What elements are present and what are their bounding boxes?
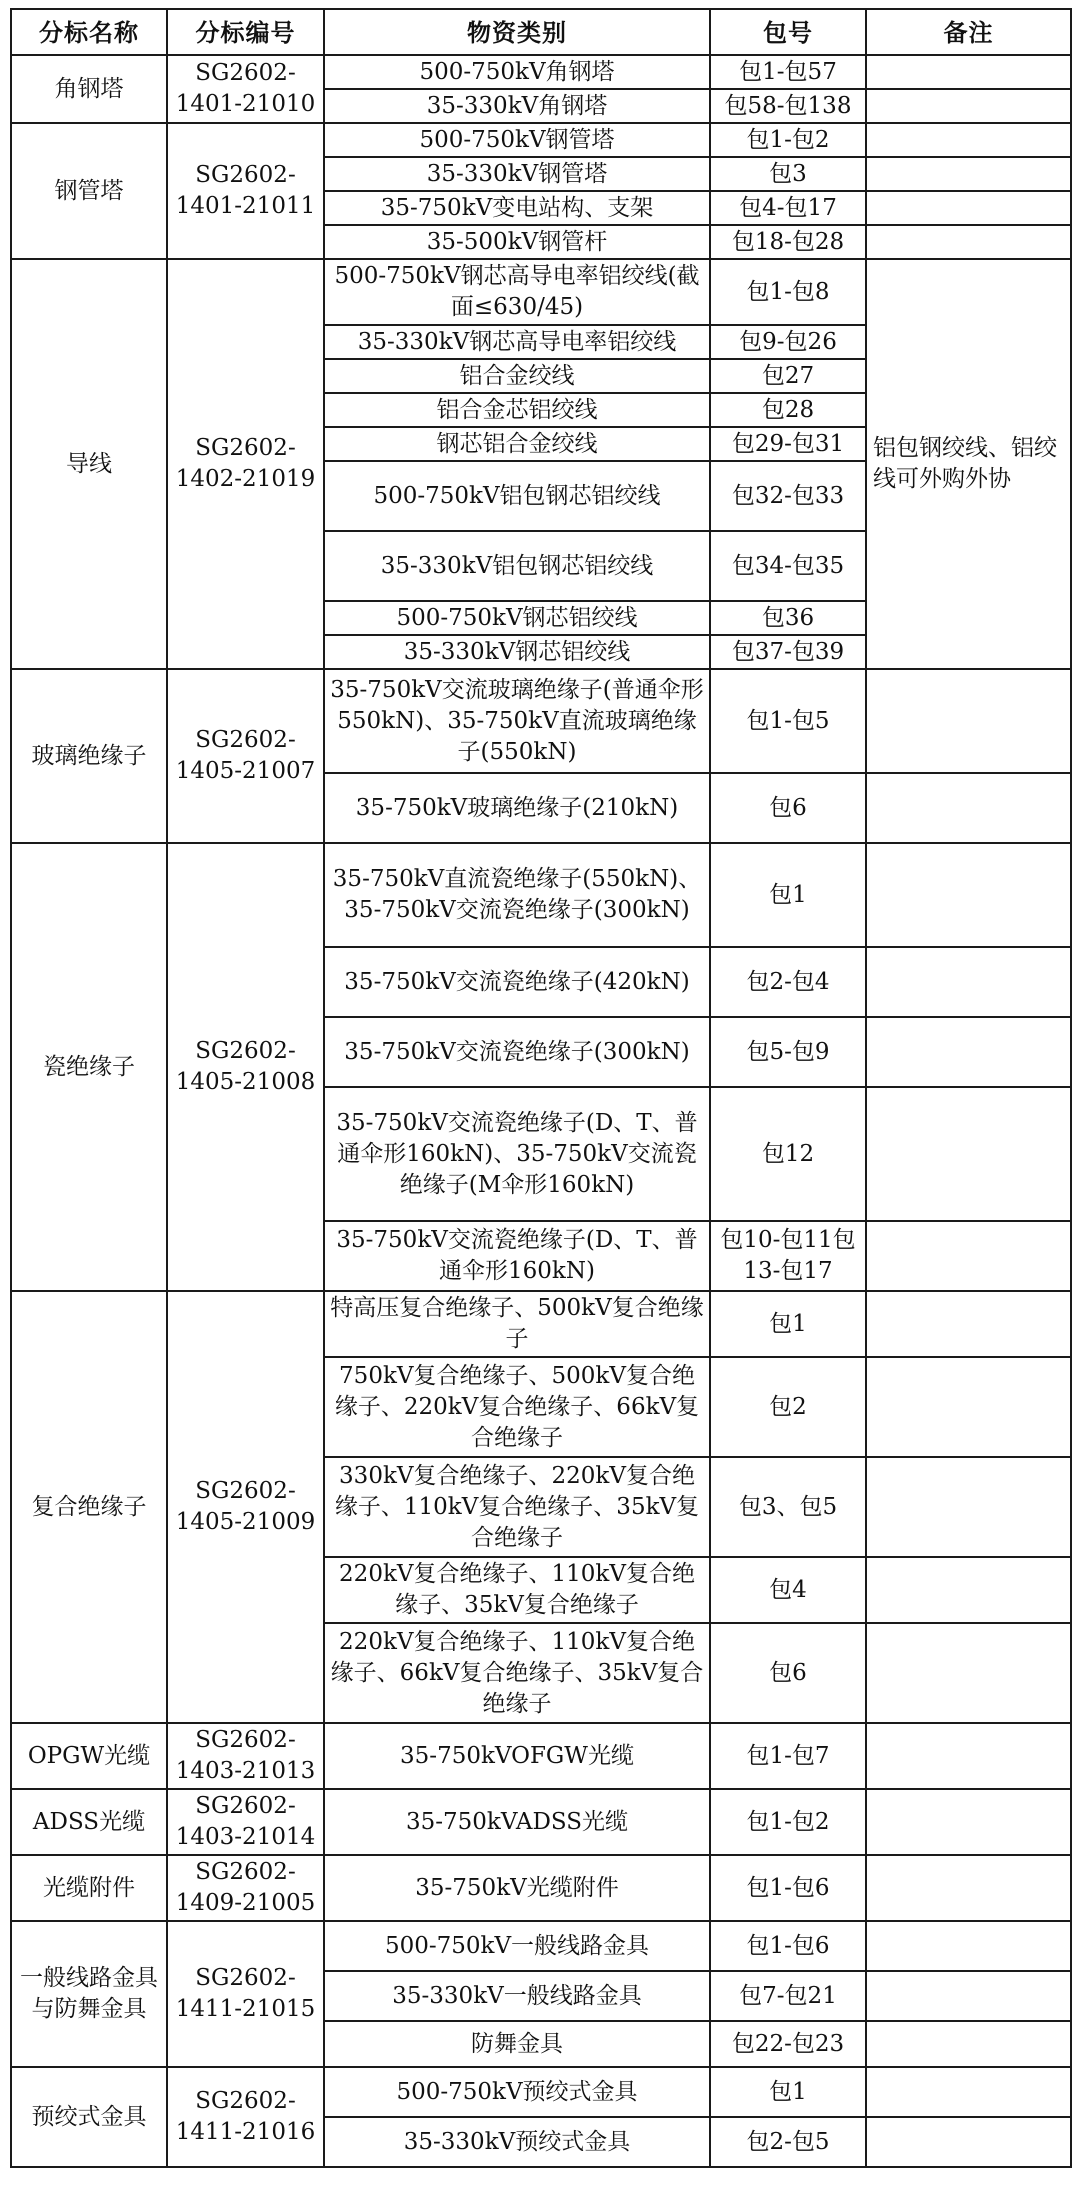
table-row xyxy=(11,1789,1071,1855)
package-cell: 包29-包31 xyxy=(710,427,866,461)
category-cell: 35-750kVOFGW光缆 xyxy=(324,1723,710,1789)
remarks-cell xyxy=(866,157,1071,191)
category-cell: 钢芯铝合金绞线 xyxy=(324,427,710,461)
category-cell: 35-750kVADSS光缆 xyxy=(324,1789,710,1855)
section-code-cell: SG2602- 1405-21008 xyxy=(167,843,324,1291)
remarks-cell xyxy=(866,89,1071,123)
package-cell: 包32-包33 xyxy=(710,461,866,531)
header-row xyxy=(11,9,1071,55)
remarks-cell xyxy=(866,1557,1071,1623)
section-name-cell: 一般线路金具与防舞金具 xyxy=(11,1921,167,2067)
remarks-cell xyxy=(866,1855,1071,1921)
table-wrapper xyxy=(10,8,1072,2168)
remarks-cell xyxy=(866,1723,1071,1789)
header-package: 包号 xyxy=(710,9,866,55)
header-remarks: 备注 xyxy=(866,9,1071,55)
category-cell: 35-330kV预绞式金具 xyxy=(324,2117,710,2167)
remarks-cell xyxy=(866,1971,1071,2021)
section-name-cell: 预绞式金具 xyxy=(11,2067,167,2167)
category-cell: 35-330kV钢管塔 xyxy=(324,157,710,191)
package-cell: 包1-包5 xyxy=(710,669,866,773)
table-row xyxy=(11,1921,1071,1971)
package-cell: 包1-包57 xyxy=(710,55,866,89)
package-cell: 包4 xyxy=(710,1557,866,1623)
package-cell: 包28 xyxy=(710,393,866,427)
category-cell: 35-750kV交流玻璃绝缘子(普通伞形550kN)、35-750kV直流玻璃绝缘子(550kN) xyxy=(324,669,710,773)
category-cell: 220kV复合绝缘子、110kV复合绝缘子、35kV复合绝缘子 xyxy=(324,1557,710,1623)
category-cell: 防舞金具 xyxy=(324,2021,710,2067)
category-cell: 35-750kV交流瓷绝缘子(420kN) xyxy=(324,947,710,1017)
remarks-cell xyxy=(866,773,1071,843)
package-cell: 包2-包4 xyxy=(710,947,866,1017)
package-cell: 包12 xyxy=(710,1087,866,1221)
section-name-cell: 导线 xyxy=(11,259,167,669)
remarks-cell xyxy=(866,123,1071,157)
package-cell: 包1-包2 xyxy=(710,1789,866,1855)
header-section-code: 分标编号 xyxy=(167,9,324,55)
section-code-cell: SG2602- 1409-21005 xyxy=(167,1855,324,1921)
category-cell: 铝合金芯铝绞线 xyxy=(324,393,710,427)
remarks-cell xyxy=(866,669,1071,773)
package-cell: 包9-包26 xyxy=(710,325,866,359)
remarks-cell xyxy=(866,1921,1071,1971)
table-row xyxy=(11,1723,1071,1789)
table-row xyxy=(11,1291,1071,1357)
category-cell: 220kV复合绝缘子、110kV复合绝缘子、66kV复合绝缘子、35kV复合绝缘子 xyxy=(324,1623,710,1723)
table-body xyxy=(11,55,1071,2167)
section-code-cell: SG2602- 1403-21014 xyxy=(167,1789,324,1855)
category-cell: 500-750kV角钢塔 xyxy=(324,55,710,89)
header-category: 物资类别 xyxy=(324,9,710,55)
package-cell: 包34-包35 xyxy=(710,531,866,601)
remarks-cell xyxy=(866,1623,1071,1723)
section-code-cell: SG2602- 1405-21009 xyxy=(167,1291,324,1723)
category-cell: 特高压复合绝缘子、500kV复合绝缘子 xyxy=(324,1291,710,1357)
section-code-cell: SG2602- 1405-21007 xyxy=(167,669,324,843)
section-code-cell: SG2602- 1411-21016 xyxy=(167,2067,324,2167)
remarks-cell xyxy=(866,1221,1071,1291)
materials-table xyxy=(10,8,1072,2168)
package-cell: 包3 xyxy=(710,157,866,191)
category-cell: 500-750kV一般线路金具 xyxy=(324,1921,710,1971)
package-cell: 包5-包9 xyxy=(710,1017,866,1087)
remarks-cell xyxy=(866,947,1071,1017)
remarks-cell xyxy=(866,1457,1071,1557)
remarks-cell xyxy=(866,1357,1071,1457)
remarks-cell xyxy=(866,191,1071,225)
table-row xyxy=(11,123,1071,157)
section-name-cell: 角钢塔 xyxy=(11,55,167,123)
section-name-cell: 复合绝缘子 xyxy=(11,1291,167,1723)
remarks-cell xyxy=(866,1017,1071,1087)
table-row xyxy=(11,843,1071,947)
category-cell: 35-750kV光缆附件 xyxy=(324,1855,710,1921)
package-cell: 包6 xyxy=(710,1623,866,1723)
package-cell: 包1 xyxy=(710,2067,866,2117)
category-cell: 750kV复合绝缘子、500kV复合绝缘子、220kV复合绝缘子、66kV复合绝缘子 xyxy=(324,1357,710,1457)
remarks-cell xyxy=(866,1789,1071,1855)
package-cell: 包1-包8 xyxy=(710,259,866,325)
section-code-cell: SG2602- 1402-21019 xyxy=(167,259,324,669)
section-name-cell: 玻璃绝缘子 xyxy=(11,669,167,843)
header-section-name: 分标名称 xyxy=(11,9,167,55)
remarks-cell xyxy=(866,2067,1071,2117)
package-cell: 包1-包6 xyxy=(710,1855,866,1921)
package-cell: 包22-包23 xyxy=(710,2021,866,2067)
category-cell: 35-330kV一般线路金具 xyxy=(324,1971,710,2021)
category-cell: 铝合金绞线 xyxy=(324,359,710,393)
package-cell: 包7-包21 xyxy=(710,1971,866,2021)
package-cell: 包6 xyxy=(710,773,866,843)
category-cell: 35-330kV铝包钢芯铝绞线 xyxy=(324,531,710,601)
table-row xyxy=(11,1855,1071,1921)
package-cell: 包3、包5 xyxy=(710,1457,866,1557)
remarks-cell xyxy=(866,1087,1071,1221)
section-name-cell: 光缆附件 xyxy=(11,1855,167,1921)
remarks-cell xyxy=(866,2117,1071,2167)
package-cell: 包37-包39 xyxy=(710,635,866,669)
remarks-cell xyxy=(866,2021,1071,2067)
package-cell: 包1-包6 xyxy=(710,1921,866,1971)
category-cell: 35-330kV钢芯高导电率铝绞线 xyxy=(324,325,710,359)
category-cell: 35-750kV交流瓷绝缘子(D、T、普通伞形160kN)、35-750kV交流瓷绝缘子(M伞形160kN) xyxy=(324,1087,710,1221)
category-cell: 35-750kV变电站构、支架 xyxy=(324,191,710,225)
package-cell: 包4-包17 xyxy=(710,191,866,225)
table-row xyxy=(11,669,1071,773)
category-cell: 500-750kV钢芯高导电率铝绞线(截面≤630/45) xyxy=(324,259,710,325)
category-cell: 35-500kV钢管杆 xyxy=(324,225,710,259)
section-code-cell: SG2602- 1411-21015 xyxy=(167,1921,324,2067)
category-cell: 500-750kV钢芯铝绞线 xyxy=(324,601,710,635)
package-cell: 包27 xyxy=(710,359,866,393)
category-cell: 330kV复合绝缘子、220kV复合绝缘子、110kV复合绝缘子、35kV复合绝缘子 xyxy=(324,1457,710,1557)
package-cell: 包58-包138 xyxy=(710,89,866,123)
category-cell: 500-750kV预绞式金具 xyxy=(324,2067,710,2117)
section-name-cell: 瓷绝缘子 xyxy=(11,843,167,1291)
category-cell: 35-750kV直流瓷绝缘子(550kN)、35-750kV交流瓷绝缘子(300kN) xyxy=(324,843,710,947)
package-cell: 包1-包2 xyxy=(710,123,866,157)
category-cell: 500-750kV铝包钢芯铝绞线 xyxy=(324,461,710,531)
section-code-cell: SG2602- 1401-21011 xyxy=(167,123,324,259)
section-code-cell: SG2602- 1401-21010 xyxy=(167,55,324,123)
package-cell: 包1-包7 xyxy=(710,1723,866,1789)
table-row xyxy=(11,55,1071,89)
category-cell: 500-750kV钢管塔 xyxy=(324,123,710,157)
remarks-cell xyxy=(866,1291,1071,1357)
package-cell: 包10-包11包13-包17 xyxy=(710,1221,866,1291)
remarks-cell xyxy=(866,225,1071,259)
package-cell: 包1 xyxy=(710,1291,866,1357)
section-name-cell: ADSS光缆 xyxy=(11,1789,167,1855)
remarks-cell: 铝包钢绞线、铝绞线可外购外协 xyxy=(866,259,1071,669)
package-cell: 包36 xyxy=(710,601,866,635)
package-cell: 包2-包5 xyxy=(710,2117,866,2167)
section-code-cell: SG2602- 1403-21013 xyxy=(167,1723,324,1789)
remarks-cell xyxy=(866,55,1071,89)
package-cell: 包18-包28 xyxy=(710,225,866,259)
package-cell: 包2 xyxy=(710,1357,866,1457)
category-cell: 35-330kV角钢塔 xyxy=(324,89,710,123)
package-cell: 包1 xyxy=(710,843,866,947)
category-cell: 35-750kV交流瓷绝缘子(300kN) xyxy=(324,1017,710,1087)
remarks-cell xyxy=(866,843,1071,947)
section-name-cell: OPGW光缆 xyxy=(11,1723,167,1789)
section-name-cell: 钢管塔 xyxy=(11,123,167,259)
category-cell: 35-750kV交流瓷绝缘子(D、T、普通伞形160kN) xyxy=(324,1221,710,1291)
table-row xyxy=(11,2067,1071,2117)
table-row xyxy=(11,259,1071,325)
category-cell: 35-750kV玻璃绝缘子(210kN) xyxy=(324,773,710,843)
category-cell: 35-330kV钢芯铝绞线 xyxy=(324,635,710,669)
